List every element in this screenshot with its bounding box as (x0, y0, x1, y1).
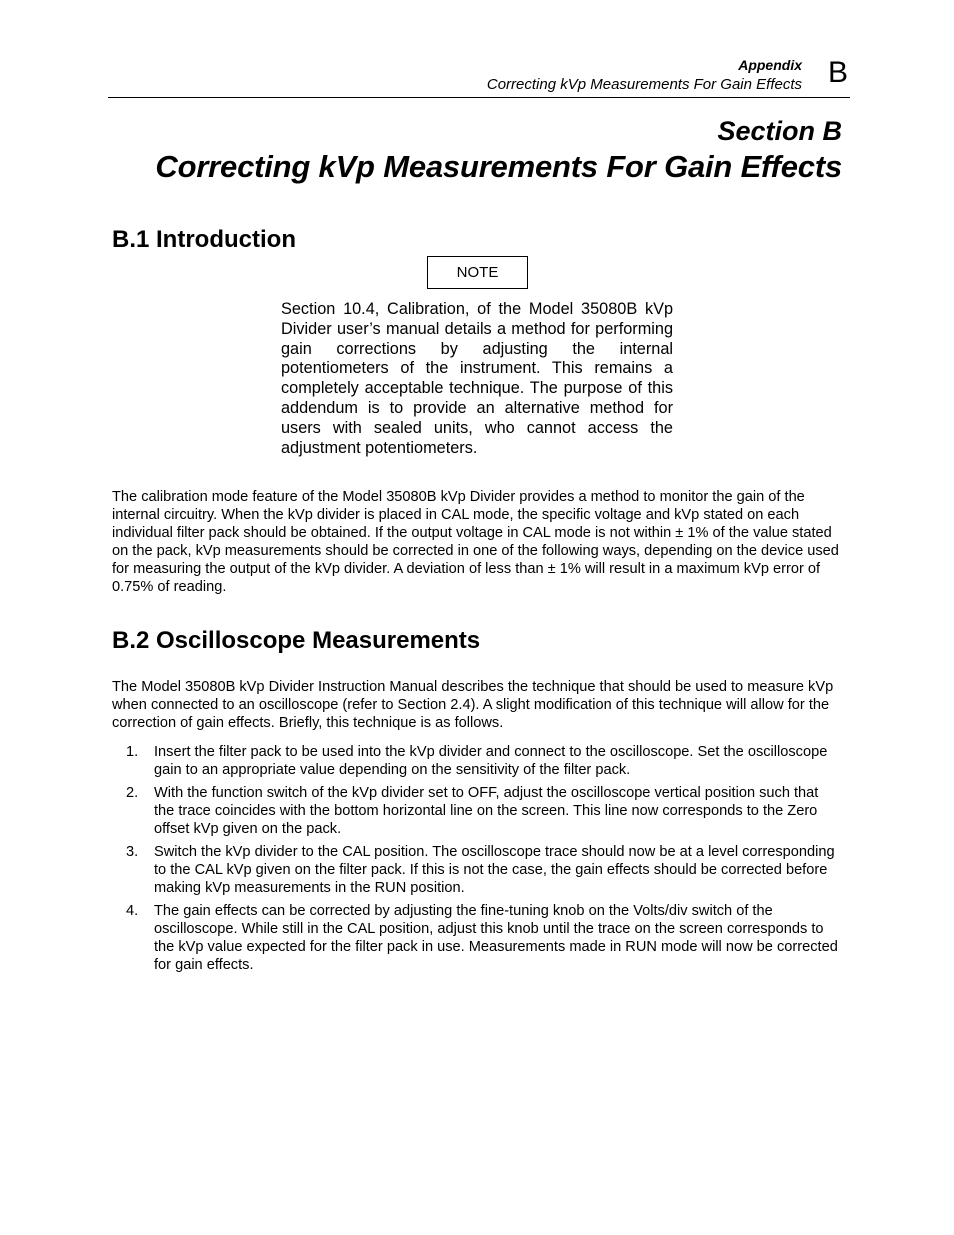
list-item (112, 743, 842, 779)
step-text: With the function switch of the kVp divider set to OFF, adjust the oscilloscope vertical position such that the trace coincides with the bottom horizontal line on the screen. This line now corresponds to the Zero offset kVp given on the pack. (154, 785, 819, 837)
page-header (108, 56, 850, 98)
step-number: 3. (126, 844, 139, 860)
step-number: 1. (126, 744, 139, 760)
step-text: Switch the kVp divider to the CAL position. The oscilloscope trace should now be at a level corresponding to the CAL kVp given on the filter pack. If this is not the case, the gain effects should be corrected before making kVp measurements in the RUN position. (154, 844, 835, 896)
list-item (112, 784, 842, 838)
oscilloscope-heading: B.2 Oscilloscope Measurements (112, 627, 481, 654)
header-text (487, 56, 802, 94)
section-label: Section B (717, 116, 842, 146)
note-label: NOTE (427, 256, 528, 289)
step-number: 4. (126, 903, 139, 919)
oscilloscope-paragraph: The Model 35080B kVp Divider Instruction Manual describes the technique that should be used to measure kVp when connected to an oscilloscope (refer to Section 2.4). A slight modification of this technique will allow for the correction of gain effects. Briefly, this technique is as follows. (112, 679, 834, 731)
introduction-heading: B.1 Introduction (112, 226, 296, 253)
step-text: Insert the filter pack to be used into the kVp divider and connect to the oscilloscope. Set the oscilloscope gain to an appropriate value depending on the sensitivity of the filter pack. (154, 744, 828, 778)
header-subtitle: Correcting kVp Measurements For Gain Effects (486, 76, 802, 93)
procedure-steps (112, 743, 842, 979)
introduction-paragraph: The calibration mode feature of the Model 35080B kVp Divider provides a method to monitor the gain of the internal circuitry. When the kVp divider is placed in CAL mode, the specific voltage and kVp stated on each individual filter pack should be obtained. If the output voltage in CAL mode is not within ± 1% of the value stated on the pack, kVp measurements should be corrected in one of the following ways, depending on the device used for measuring the output of the kVp divider. A deviation of less than ± 1% will result in a maximum kVp error of 0.75% of reading. (112, 489, 839, 595)
step-text: The gain effects can be corrected by adjusting the fine-tuning knob on the Volts/div switch of the oscilloscope. While still in the CAL position, adjust this knob until the trace on the screen corresponds to the kVp value expected for the filter pack in use. Measurements made in RUN mode will now be corrected for gain effects. (154, 903, 838, 973)
header-label: Appendix (738, 57, 802, 73)
note-text: Section 10.4, Calibration, of the Model 35080B kVp Divider user’s manual details a method for performing gain corrections by adjusting the internal potentiometers of the instrument. This remains a completely acceptable technique. The purpose of this addendum is to provide an alternative method for users with sealed units, who cannot access the adjustment potentiometers. (281, 300, 673, 457)
section-title-block (155, 114, 842, 186)
section-title: Correcting kVp Measurements For Gain Effects (155, 149, 842, 184)
list-item (112, 902, 842, 974)
appendix-letter: B (827, 56, 848, 89)
list-item (112, 843, 842, 897)
step-number: 2. (126, 785, 139, 801)
